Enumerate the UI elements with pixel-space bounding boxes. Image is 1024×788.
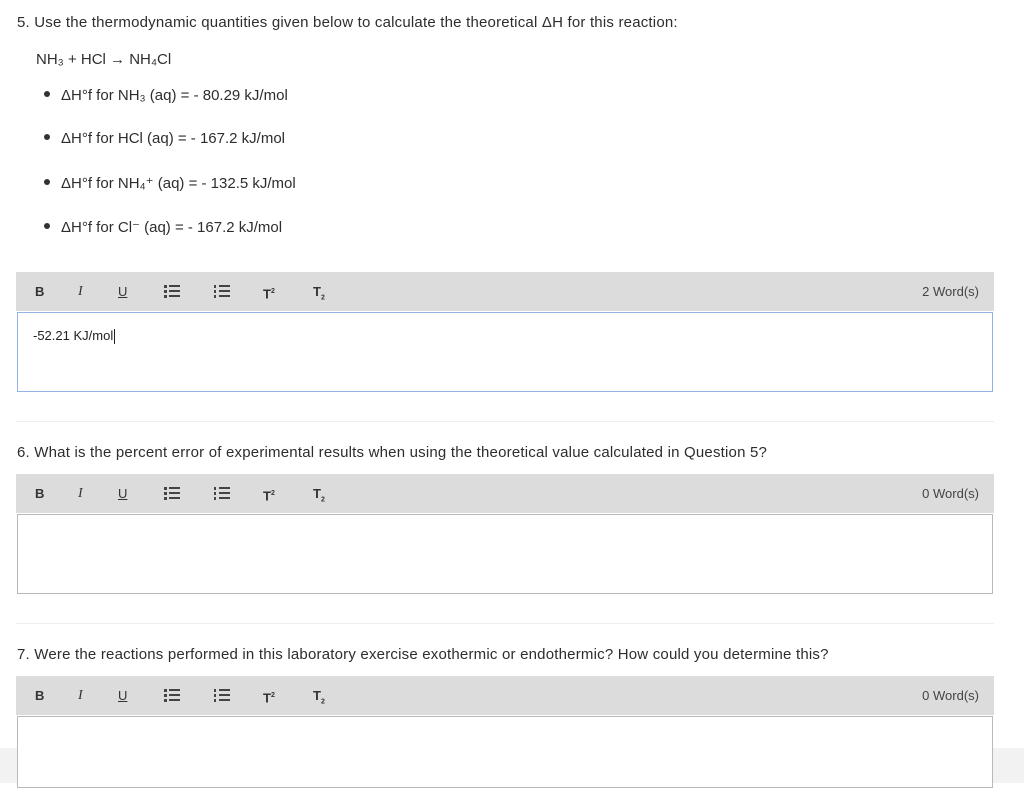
word-count: 2 Word(s) — [922, 284, 979, 299]
bullet-dot — [44, 223, 50, 229]
bold-button[interactable]: B — [35, 284, 45, 299]
numbered-list-icon — [214, 487, 230, 500]
text-caret — [114, 329, 115, 344]
superscript-button[interactable]: $T^2$ — [263, 690, 275, 706]
reaction-equation: NH₃ + HCl → NH₄Cl — [36, 51, 172, 68]
bullet-cl: ΔH°f for Cl⁻ (aq) = - 167.2 kJ/mol — [44, 218, 282, 236]
superscript-button[interactable]: $T^2$ — [263, 286, 275, 302]
bullet-dot — [44, 179, 50, 185]
bullet-list-button[interactable] — [164, 474, 182, 513]
bullet-list-icon — [164, 487, 180, 500]
editor-toolbar-q5 — [16, 272, 994, 311]
editor-toolbar-q6 — [16, 474, 994, 513]
italic-button[interactable]: I — [78, 284, 83, 299]
bullet-nh4: ΔH°f for NH₄⁺ (aq) = - 132.5 kJ/mol — [44, 174, 296, 192]
bullet-hcl: ΔH°f for HCl (aq) = - 167.2 kJ/mol — [44, 130, 285, 147]
bullet-list-button[interactable] — [164, 676, 182, 715]
answer-editor-q6[interactable] — [17, 514, 993, 594]
numbered-list-button[interactable] — [214, 474, 232, 513]
editor-toolbar-q7 — [16, 676, 994, 715]
bullet-list-icon — [164, 689, 180, 702]
bullet-list-icon — [164, 285, 180, 298]
bullet-dot — [44, 91, 50, 97]
underline-button[interactable]: U — [118, 688, 128, 703]
question-6-title: 6. What is the percent error of experimental results when using the theoretical value calculated in Question 5? — [17, 444, 768, 461]
question-7-title: 7. Were the reactions performed in this laboratory exercise exothermic or endothermic? How could you determine this? — [17, 646, 829, 663]
underline-button[interactable]: U — [118, 284, 128, 299]
divider — [16, 623, 994, 624]
question-5-title: 5. Use the thermodynamic quantities given below to calculate the theoretical ΔH for this reaction: — [17, 14, 678, 31]
word-count: 0 Word(s) — [922, 688, 979, 703]
bullet-dot — [44, 134, 50, 140]
answer-editor-q7[interactable] — [17, 716, 993, 788]
numbered-list-button[interactable] — [214, 676, 232, 715]
bullet-list-button[interactable] — [164, 272, 182, 311]
subscript-button[interactable]: $T_2$ — [313, 284, 325, 302]
underline-button[interactable]: U — [118, 486, 128, 501]
answer-editor-q5[interactable] — [17, 312, 993, 392]
bold-button[interactable]: B — [35, 486, 45, 501]
word-count: 0 Word(s) — [922, 486, 979, 501]
bold-button[interactable]: B — [35, 688, 45, 703]
italic-button[interactable]: I — [78, 486, 83, 501]
numbered-list-icon — [214, 689, 230, 702]
superscript-button[interactable]: $T^2$ — [263, 488, 275, 504]
subscript-button[interactable]: $T_2$ — [313, 688, 325, 706]
bullet-nh3: ΔH°f for NH₃ (aq) = - 80.29 kJ/mol — [44, 87, 288, 104]
numbered-list-button[interactable] — [214, 272, 232, 311]
divider — [16, 421, 994, 422]
numbered-list-icon — [214, 285, 230, 298]
answer-text: -52.21 KJ/mol — [33, 328, 114, 343]
subscript-button[interactable]: $T_2$ — [313, 486, 325, 504]
italic-button[interactable]: I — [78, 688, 83, 703]
